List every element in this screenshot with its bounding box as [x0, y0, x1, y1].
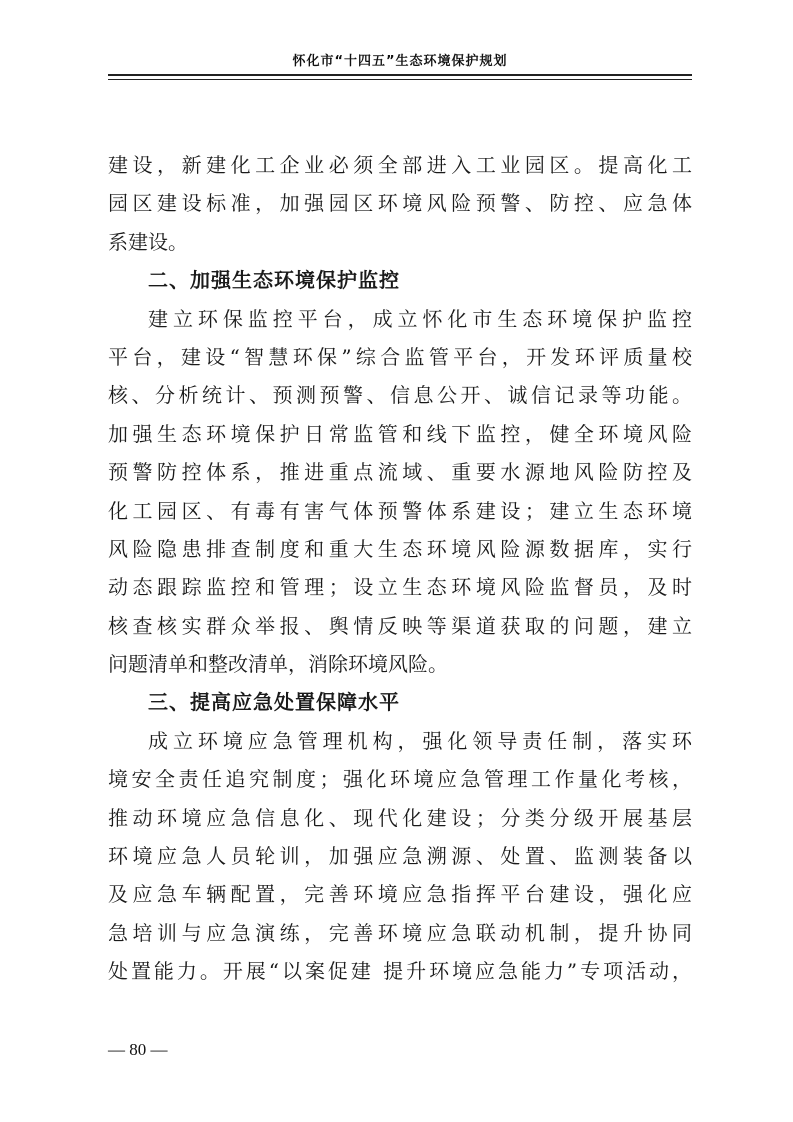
paragraph-line: 建设，新建化工企业必须全部进入工业园区。提高化工 — [108, 153, 692, 177]
section-heading-3: 三、提高应急处置保障水平 — [148, 690, 400, 715]
paragraph-line: 推动环境应急信息化、现代化建设；分类分级开展基层 — [108, 805, 692, 830]
paragraph-line: 建立环保监控平台，成立怀化市生态环境保护监控 — [148, 306, 692, 331]
paragraph-line: 预警防控体系，推进重点流域、重要水源地风险防控及 — [108, 460, 692, 485]
paragraph-line: 境安全责任追究制度；强化环境应急管理工作量化考核， — [108, 767, 692, 792]
document-body — [108, 146, 692, 991]
paragraph-line: 园区建设标准，加强园区环境风险预警、防控、应急体 — [108, 191, 692, 216]
page-number: — 80 — — [108, 1040, 168, 1059]
paragraph-line: 问题清单和整改清单，消除环境风险。 — [108, 652, 448, 677]
paragraph-line: 急培训与应急演练，完善环境应急联动机制，提升协同 — [108, 920, 692, 945]
paragraph-line: 及应急车辆配置，完善环境应急指挥平台建设，强化应 — [108, 882, 692, 907]
paragraph-line: 风险隐患排查制度和重大生态环境风险源数据库，实行 — [108, 536, 692, 561]
paragraph-line: 化工园区、有毒有害气体预警体系建设；建立生态环境 — [108, 498, 692, 523]
paragraph-line: 环境应急人员轮训，加强应急溯源、处置、监测装备以 — [108, 844, 692, 869]
paragraph-line: 加强生态环境保护日常监管和线下监控，健全环境风险 — [108, 421, 692, 446]
running-header: 怀化市“十四五”生态环境保护规划 — [292, 54, 508, 69]
paragraph-line: 动态跟踪监控和管理；设立生态环境风险监督员，及时 — [108, 575, 692, 600]
paragraph-line: 系建设。 — [108, 229, 188, 254]
paragraph-line: 核查核实群众举报、舆情反映等渠道获取的问题，建立 — [108, 613, 692, 638]
header-rule-thin — [108, 79, 692, 80]
section-heading-2: 二、加强生态环境保护监控 — [148, 268, 400, 293]
paragraph-line: 成立环境应急管理机构，强化领导责任制，落实环 — [148, 728, 692, 753]
paragraph-line: 处置能力。开展“以案促建 提升环境应急能力”专项活动， — [108, 959, 692, 984]
paragraph-line: 平台，建设“智慧环保”综合监管平台，开发环评质量校 — [108, 344, 692, 369]
header-rule-thick — [108, 74, 692, 76]
paragraph-line: 核、分析统计、预测预警、信息公开、诚信记录等功能。 — [108, 383, 692, 408]
